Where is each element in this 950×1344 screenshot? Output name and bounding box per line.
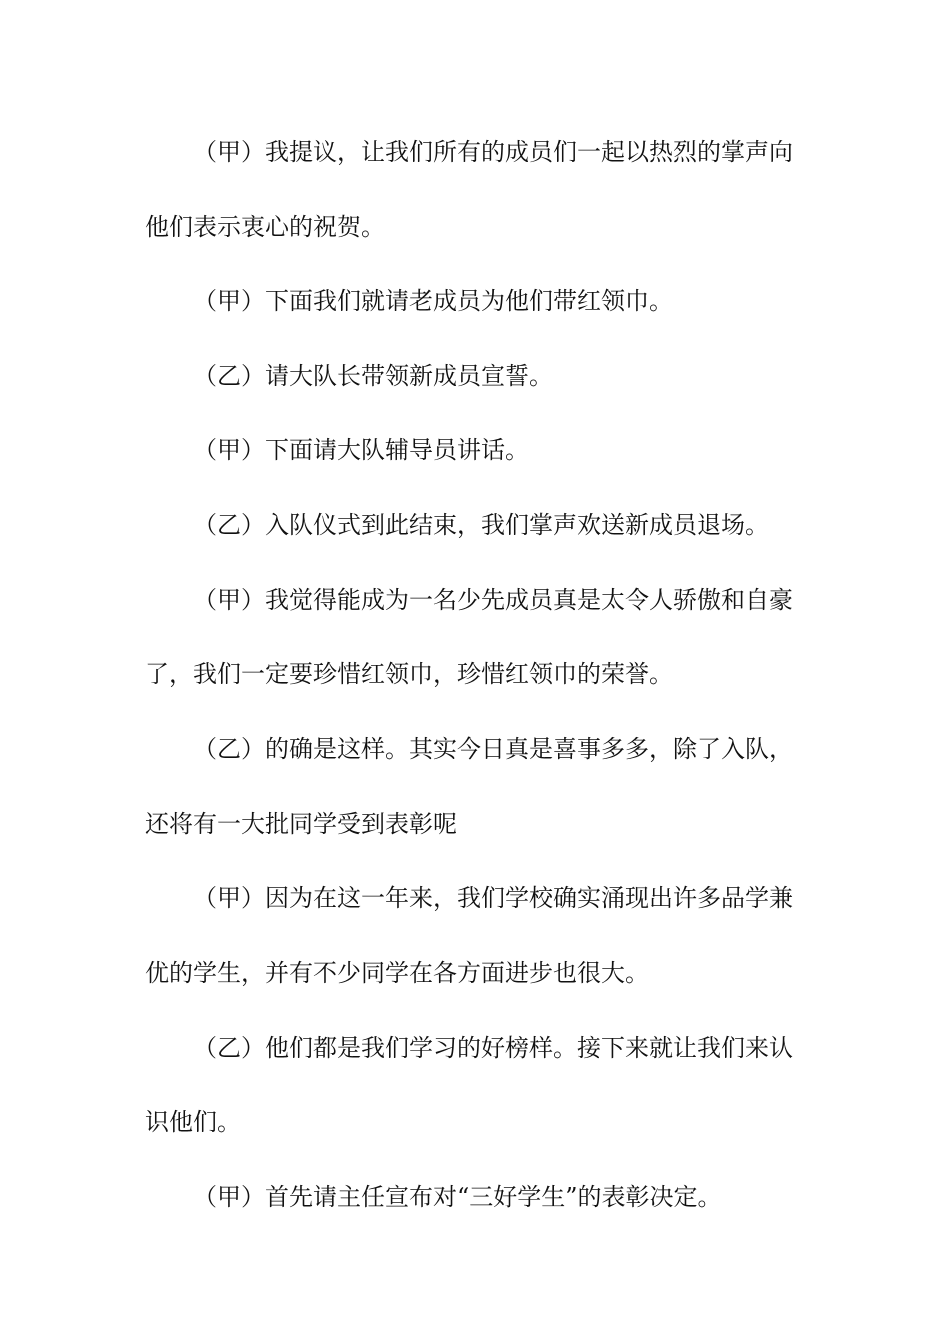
paragraph-line: （乙）入队仪式到此结束，我们掌声欢送新成员退场。	[193, 511, 769, 539]
paragraph-line: （乙）请大队长带领新成员宣誓。	[193, 362, 553, 390]
paragraph-line: （甲）我觉得能成为一名少先成员真是太令人骄傲和自豪	[193, 586, 793, 614]
paragraph-line: 优的学生，并有不少同学在各方面进步也很大。	[145, 959, 649, 987]
paragraph-line: （甲）下面请大队辅导员讲话。	[193, 436, 529, 464]
paragraph-line: （甲）因为在这一年来，我们学校确实涌现出许多品学兼	[193, 884, 793, 912]
paragraph-line: （甲）我提议，让我们所有的成员们一起以热烈的掌声向	[193, 138, 793, 166]
paragraph-line: 了，我们一定要珍惜红领巾，珍惜红领巾的荣誉。	[145, 660, 673, 688]
paragraph-line: 识他们。	[145, 1108, 241, 1136]
paragraph-line: （乙）他们都是我们学习的好榜样。接下来就让我们来认	[193, 1034, 793, 1062]
paragraph-line: 他们表示衷心的祝贺。	[145, 213, 385, 241]
paragraph-line: 还将有一大批同学受到表彰呢	[145, 810, 457, 838]
paragraph-line: （甲）首先请主任宣布对“三好学生”的表彰决定。	[193, 1183, 722, 1211]
paragraph-line: （乙）的确是这样。其实今日真是喜事多多，除了入队，	[193, 735, 793, 763]
paragraph-line: （甲）下面我们就请老成员为他们带红领巾。	[193, 287, 673, 315]
